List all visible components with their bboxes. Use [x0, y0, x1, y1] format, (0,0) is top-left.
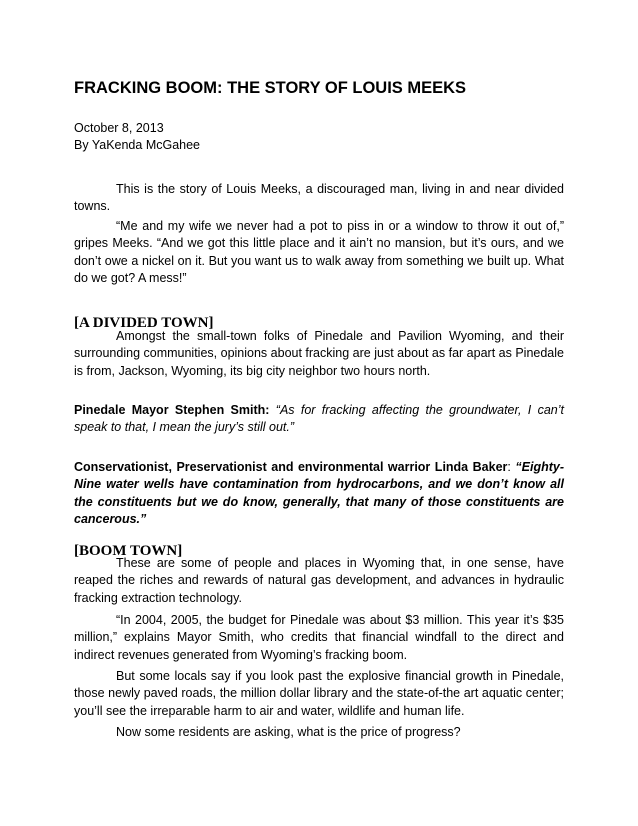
section-heading-divided-town: [A DIVIDED TOWN]: [74, 315, 214, 331]
intro-paragraph-2: “Me and my wife we never had a pot to piss in or a window to throw it out of,” gripes Meeks. “And we got this little place and it ain’t no mansion, but it’s ours, and we don’t owe a nickel on it. But you want us to walk away from something we built up. What do we got? A mess!”: [74, 219, 564, 286]
quote-mayor-smith: [74, 402, 564, 437]
article-meta: [74, 120, 200, 154]
section-2-paragraph-2: “In 2004, 2005, the budget for Pinedale was about $3 million. This year it’s $35 million,” explains Mayor Smith, who credits that financial windfall to the direct and indirect revenues generated from Wyoming’s fracking boom.: [74, 613, 564, 662]
section-2-paragraph-4: Now some residents are asking, what is the price of progress?: [116, 725, 461, 739]
intro-paragraph-1: This is the story of Louis Meeks, a discouraged man, living in and near divided towns.: [74, 182, 564, 214]
quote-2-text: “Eighty-Nine water wells have contamination from hydrocarbons, and we don’t know all the constituents but we do know, generally, that many of those constituents are cancerous.”: [74, 460, 564, 527]
quote-1-speaker: Pinedale Mayor Stephen Smith:: [74, 403, 270, 417]
article-date: October 8, 2013: [74, 121, 164, 135]
quote-2-separator: :: [507, 460, 511, 474]
section-2-paragraph-3: But some locals say if you look past the explosive financial growth in Pinedale, those newly paved roads, the million dollar library and the state-of-the art aquatic center; you’ll see the irreparable harm to air and water, wildlife and human life.: [74, 669, 564, 718]
quote-2-speaker: Conservationist, Preservationist and environmental warrior Linda Baker: [74, 460, 508, 474]
section-heading-boom-town: [BOOM TOWN]: [74, 543, 183, 559]
article-title: FRACKING BOOM: THE STORY OF LOUIS MEEKS: [74, 79, 467, 97]
article-byline: By YaKenda McGahee: [74, 138, 201, 152]
quote-1-text: “As for fracking affecting the groundwater, I can’t speak to that, I mean the jury’s still out.”: [74, 403, 565, 435]
quote-linda-baker: [74, 459, 564, 529]
section-2-paragraph-1: These are some of people and places in Wyoming that, in one sense, have reaped the riches and rewards of natural gas development, and advances in hydraulic fracking extraction technology.: [74, 556, 564, 605]
section-1-paragraph: Amongst the small-town folks of Pinedale and Pavilion Wyoming, and their surrounding communities, opinions about fracking are just about as far apart as Pinedale is from, Jackson, Wyoming, its big city neighbor two hours north.: [74, 329, 564, 378]
